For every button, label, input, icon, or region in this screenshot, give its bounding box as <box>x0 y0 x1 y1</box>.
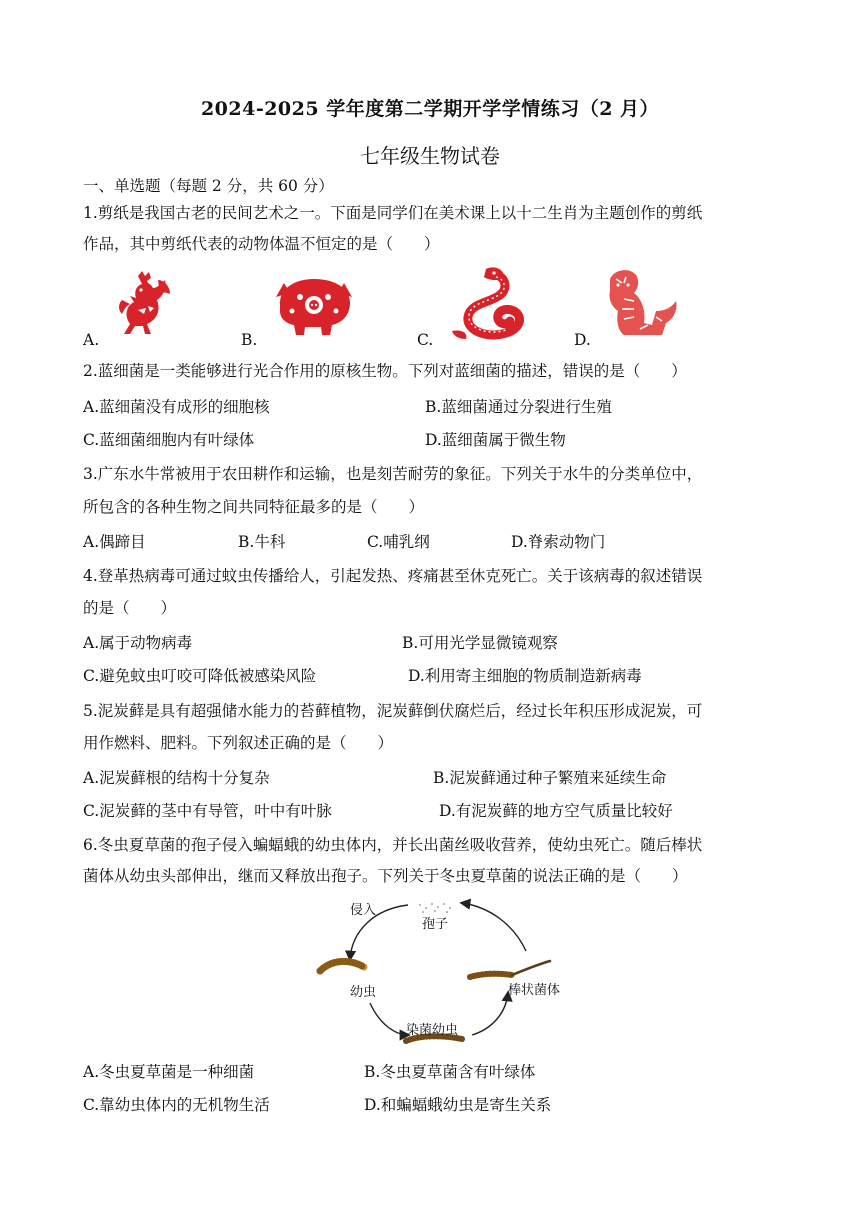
question-6-option-d: D.和蝙蝠蛾幼虫是寄生关系 <box>364 1096 552 1114</box>
question-5-option-a: A.泥炭藓根的结构十分复杂 <box>83 769 270 787</box>
question-3-option-b: B.牛科 <box>238 533 286 551</box>
question-5-option-d: D.有泥炭藓的地方空气质量比较好 <box>439 802 673 820</box>
question-2-option-b: B.蓝细菌通过分裂进行生殖 <box>425 398 612 416</box>
diagram-label-infected-larva: 染菌幼虫 <box>406 1023 459 1038</box>
question-2-option-c: C.蓝细菌细胞内有叶绿体 <box>83 431 255 449</box>
question-2-option-a: A.蓝细菌没有成形的细胞核 <box>83 398 270 416</box>
question-3-line-2: 所包含的各种生物之间共同特征最多的是（ ） <box>83 498 425 516</box>
exam-title: 2024-2025 学年度第二学期开学学情练习（2 月） <box>200 98 660 120</box>
question-4-option-a: A.属于动物病毒 <box>83 634 193 652</box>
question-3-line-1: 3.广东水牛常被用于农田耕作和运输，也是刻苦耐劳的象征。下列关于水牛的分类单位中， <box>83 465 703 483</box>
question-5-line-2: 用作燃料、肥料。下列叙述正确的是（ ） <box>83 734 394 752</box>
question-2-option-d: D.蓝细菌属于微生物 <box>425 431 566 449</box>
question-1-option-d: D. <box>574 331 591 349</box>
question-1-option-c: C. <box>417 331 434 349</box>
question-5-option-b: B.泥炭藓通过种子繁殖来延续生命 <box>433 769 667 787</box>
question-3-option-d: D.脊索动物门 <box>511 533 606 551</box>
question-6-option-b: B.冬虫夏草菌含有叶绿体 <box>364 1063 536 1081</box>
question-5-line-1: 5.泥炭藓是具有超强储水能力的苔藓植物，泥炭藓倒伏腐烂后，经过长年积压形成泥炭，可 <box>83 702 703 720</box>
question-1-line-1: 1.剪纸是我国古老的民间艺术之一。下面是同学们在美术课上以十二生肖为主题创作的剪纸 <box>83 204 703 222</box>
question-4-option-c: C.避免蚊虫叮咬可降低被感染风险 <box>83 667 317 685</box>
diagram-label-larva: 幼虫 <box>350 985 377 1000</box>
question-3-option-a: A.偶蹄目 <box>83 533 146 551</box>
cordyceps-lifecycle-diagram <box>310 895 572 1045</box>
question-6-line-1: 6.冬虫夏草菌的孢子侵入蝙蝠蛾的幼虫体内，并长出菌丝吸收营养，使幼虫死亡。随后棒状 <box>83 836 703 854</box>
exam-subtitle: 七年级生物试卷 <box>360 144 500 168</box>
diagram-label-spore: 孢子 <box>422 917 449 932</box>
question-4-line-1: 4.登革热病毒可通过蚊虫传播给人，引起发热、疼痛甚至休克死亡。关于该病毒的叙述错误 <box>83 567 703 585</box>
snake-papercut-icon <box>448 265 532 345</box>
question-6-option-a: A.冬虫夏草菌是一种细菌 <box>83 1063 255 1081</box>
pig-papercut-icon <box>270 275 358 337</box>
question-4-option-b: B.可用光学显微镜观察 <box>402 634 558 652</box>
question-3-option-c: C.哺乳纲 <box>367 533 430 551</box>
question-6-option-c: C.靠幼虫体内的无机物生活 <box>83 1096 270 1114</box>
diagram-label-stroma: 棒状菌体 <box>508 983 561 998</box>
rooster-papercut-icon <box>108 270 178 342</box>
question-1-option-b: B. <box>241 331 258 349</box>
question-4-option-d: D.利用寄主细胞的物质制造新病毒 <box>408 667 642 685</box>
question-1-option-a: A. <box>83 331 100 349</box>
question-2-line-1: 2.蓝细菌是一类能够进行光合作用的原核生物。下列对蓝细菌的描述，错误的是（ ） <box>83 362 687 380</box>
question-4-line-2: 的是（ ） <box>83 599 177 617</box>
section-heading: 一、单选题（每题 2 分，共 60 分） <box>83 177 334 195</box>
question-1-line-2: 作品，其中剪纸代表的动物体温不恒定的是（ ） <box>83 235 440 253</box>
tiger-papercut-icon <box>600 265 682 343</box>
question-5-option-c: C.泥炭藓的茎中有导管，叶中有叶脉 <box>83 802 332 820</box>
question-6-line-2: 菌体从幼虫头部伸出，继而又释放出孢子。下列关于冬虫夏草菌的说法正确的是（ ） <box>83 867 688 885</box>
diagram-label-invade: 侵入 <box>350 903 377 918</box>
